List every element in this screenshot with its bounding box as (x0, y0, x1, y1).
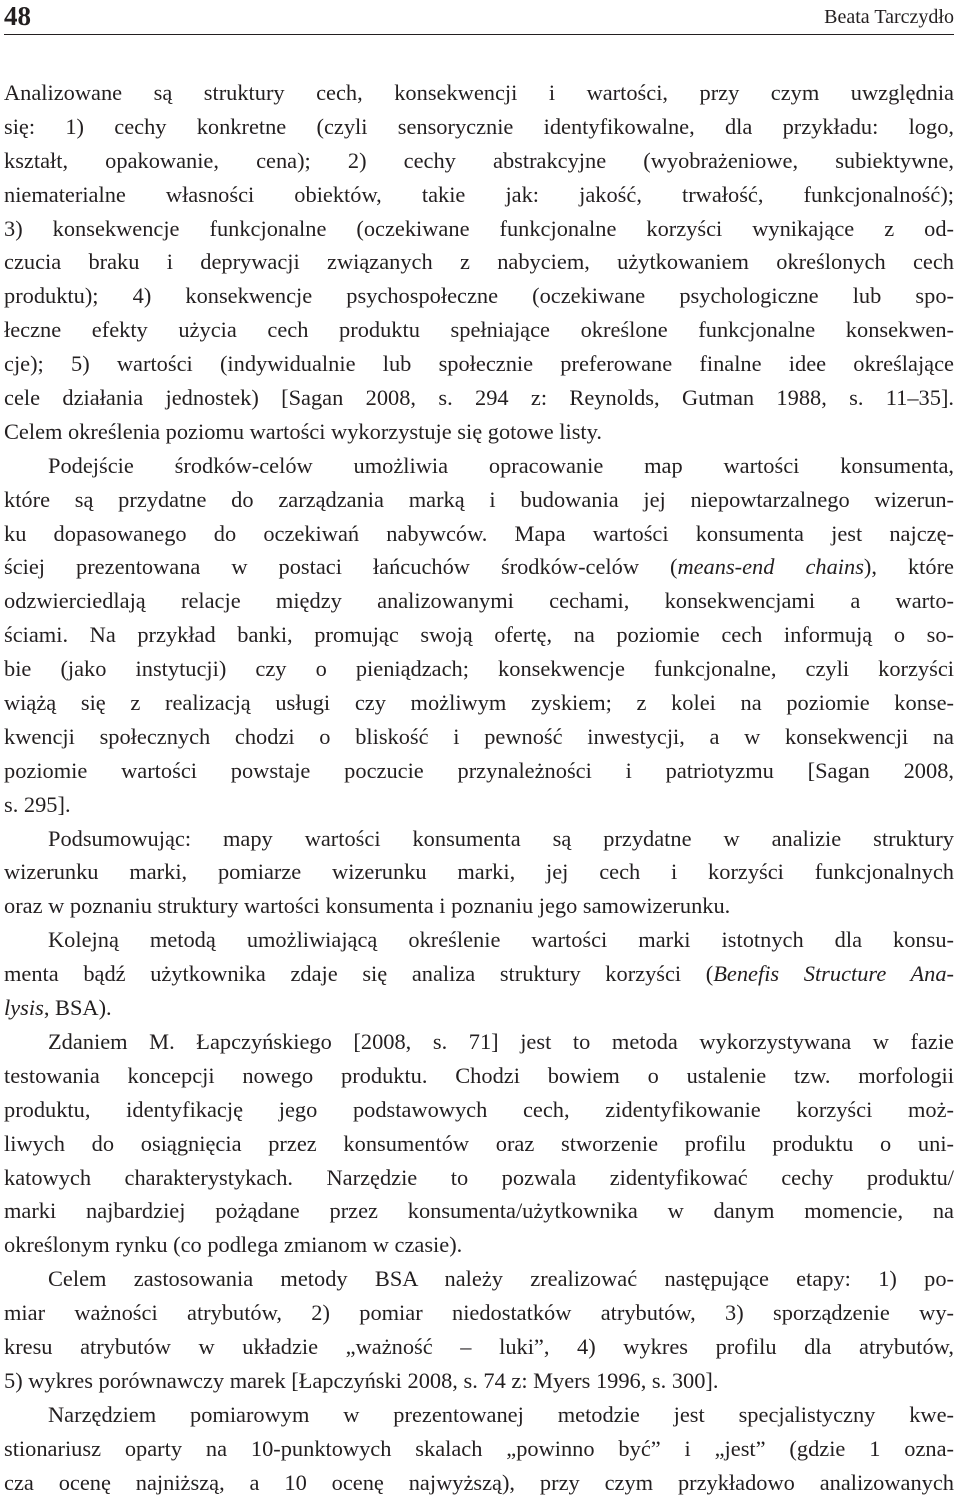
text-run: Zdaniem M. Łapczyńskiego [2008, s. 71] jest to metoda wykorzystywana w fazie (48, 1028, 954, 1054)
page-header (4, 0, 954, 35)
text-line (4, 76, 954, 110)
text-run: się: 1) cechy konkretne (czyli sensorycznie identyfikowalne, dla przykładu: logo, (4, 113, 954, 139)
text-run: miar ważności atrybutów, 2) pomiar niedostatków atrybutów, 3) sporządzenie wy- (4, 1300, 954, 1326)
text-run: Analizowane są struktury cech, konsekwencji i wartości, przy czym uwzględnia (4, 80, 954, 105)
text-line (4, 822, 954, 856)
running-head-author: Beata Tarczydło (824, 6, 954, 28)
text-run: stionariusz oparty na 10-punktowych skalach „powinno być” i „jest” (gdzie 1 ozna- (4, 1435, 954, 1461)
text-line (4, 754, 954, 788)
text-run: menta bądź użytkownika zdaje się analiza struktury korzyści ( (4, 961, 714, 987)
text-run: ściami. Na przykład banki, promując swoją ofertę, na poziomie cech informują o so- (4, 622, 954, 648)
text-run: produktu); 4) konsekwencje psychospołeczne (oczekiwane psychologiczne lub spo- (4, 283, 954, 309)
text-line (4, 855, 954, 889)
text-line (4, 1364, 954, 1398)
text-run: niematerialne własności obiektów, takie jak: jakość, trwałość, funkcjonalność); (4, 181, 954, 207)
text-line (4, 686, 954, 720)
text-line (4, 1228, 954, 1262)
text-run: produktu, identyfikację jego podstawowych cech, zidentyfikowanie korzyści moż- (4, 1096, 954, 1122)
body-text (4, 76, 954, 1499)
text-run: 3) konsekwencje funkcjonalne (oczekiwane funkcjonalne korzyści wynikające z od- (4, 215, 954, 241)
paragraph (4, 822, 954, 924)
text-line (4, 1432, 954, 1466)
text-run: kwencji społecznych chodzi o bliskość i pewność inwestycji, a w konsekwencji na (4, 723, 954, 749)
text-line (4, 347, 954, 381)
text-run: ku dopasowanego do oczekiwań nabywców. Mapa wartości konsumenta jest najczę- (4, 520, 954, 546)
italic-term: Benefis Structure Ana- (713, 961, 954, 987)
text-line (4, 1398, 954, 1432)
text-line (4, 245, 954, 279)
text-line (4, 788, 954, 822)
text-line (4, 1127, 954, 1161)
text-run: cza ocenę najniższą, a 10 ocenę najwyższą), przy czym przykładowo analizowanych (4, 1469, 954, 1495)
text-line (4, 1330, 954, 1364)
text-run: ściej prezentowana w postaci łańcuchów środków-celów ( (4, 554, 678, 580)
text-line (4, 110, 954, 144)
text-line (4, 178, 954, 212)
italic-term: lysis (4, 995, 44, 1021)
text-run: oraz w poznaniu struktury wartości konsumenta i poznaniu jego samowizerunku. (4, 893, 731, 919)
text-line (4, 618, 954, 652)
text-line (4, 1059, 954, 1093)
text-line (4, 923, 954, 957)
text-line (4, 415, 954, 449)
text-line (4, 1262, 954, 1296)
text-line (4, 279, 954, 313)
text-run: Narzędziem pomiarowym w prezentowanej metodzie jest specjalistyczny kwe- (48, 1401, 954, 1427)
text-run: marki najbardziej pożądane przez konsumenta/użytkownika w danym momencie, na (4, 1198, 954, 1224)
italic-term: means-end chains (677, 554, 864, 580)
text-line (4, 720, 954, 754)
text-line (4, 1093, 954, 1127)
paragraph (4, 923, 954, 1025)
text-line (4, 144, 954, 178)
text-run: Kolejną metodą umożliwiającą określenie wartości marki istotnych dla konsu- (48, 927, 954, 953)
text-run: wizerunku marki, pomiarze wizerunku marki, jej cech i korzyści funkcjonalnych (4, 859, 954, 885)
text-line (4, 1194, 954, 1228)
text-line (4, 381, 954, 415)
text-run: Podsumowując: mapy wartości konsumenta są przydatne w analizie struktury (48, 825, 954, 851)
text-run: , BSA). (43, 995, 112, 1021)
text-line (4, 1161, 954, 1195)
text-line (4, 313, 954, 347)
paragraph (4, 1398, 954, 1499)
text-run: określonym rynku (co podlega zmianom w czasie). (4, 1232, 463, 1258)
text-run: testowania koncepcji nowego produktu. Chodzi bowiem o ustalenie tzw. morfologii (4, 1062, 954, 1088)
text-run: Celem zastosowania metody BSA należy zrealizować następujące etapy: 1) po- (48, 1266, 954, 1292)
text-run: Podejście środków-celów umożliwia opracowanie map wartości konsumenta, (48, 452, 954, 478)
text-line (4, 889, 954, 923)
text-run: cje); 5) wartości (indywidualnie lub społecznie preferowane finalne idee określające (4, 351, 954, 377)
text-line (4, 957, 954, 991)
text-run: wiążą się z realizacją usługi czy możliwym zyskiem; z kolei na poziomie konse- (4, 690, 954, 716)
text-run: liwych do osiągnięcia przez konsumentów oraz stworzenie profilu produktu o uni- (4, 1130, 954, 1156)
text-run: czucia braku i deprywacji związanych z nabyciem, użytkowaniem określonych cech (4, 249, 954, 275)
paragraph (4, 449, 954, 822)
text-run: ), które (863, 554, 954, 580)
text-run: 5) wykres porównawczy marek [Łapczyński 2008, s. 74 z: Myers 1996, s. 300]. (4, 1367, 719, 1393)
text-run: s. 295]. (4, 791, 71, 817)
text-run: katowych charakterystykach. Narzędzie to pozwala zidentyfikować cechy produktu/ (4, 1164, 954, 1190)
text-run: które są przydatne do zarządzania marką i budowania jej niepowtarzalnego wizerun- (4, 486, 954, 512)
text-run: Celem określenia poziomu wartości wykorzystuje się gotowe listy. (4, 418, 602, 444)
text-run: bie (jako instytucji) czy o pieniądzach; konsekwencje funkcjonalne, czyli korzyści (4, 656, 954, 682)
text-run: łeczne efekty użycia cech produktu spełniające określone funkcjonalne konsekwen- (4, 317, 954, 343)
text-run: poziomie wartości powstaje poczucie przynależności i patriotyzmu [Sagan 2008, (4, 757, 954, 783)
paragraph (4, 1025, 954, 1262)
text-run: odzwierciedlają relacje między analizowanymi cechami, konsekwencjami a warto- (4, 588, 954, 614)
text-run: kresu atrybutów w układzie „ważność – luki”, 4) wykres profilu dla atrybutów, (4, 1333, 954, 1359)
text-line (4, 483, 954, 517)
text-line (4, 1025, 954, 1059)
text-line (4, 517, 954, 551)
page-number: 48 (4, 1, 31, 31)
text-run: kształt, opakowanie, cena); 2) cechy abstrakcyjne (wyobrażeniowe, subiektywne, (4, 147, 954, 173)
text-line (4, 1466, 954, 1499)
text-line (4, 1296, 954, 1330)
text-line (4, 991, 954, 1025)
paragraph (4, 76, 954, 449)
paragraph (4, 1262, 954, 1398)
text-run: cele działania jednostek) [Sagan 2008, s. 294 z: Reynolds, Gutman 1988, s. 11–35]. (4, 385, 954, 411)
text-line (4, 212, 954, 246)
text-line (4, 550, 954, 584)
text-line (4, 584, 954, 618)
text-line (4, 652, 954, 686)
text-line (4, 449, 954, 483)
